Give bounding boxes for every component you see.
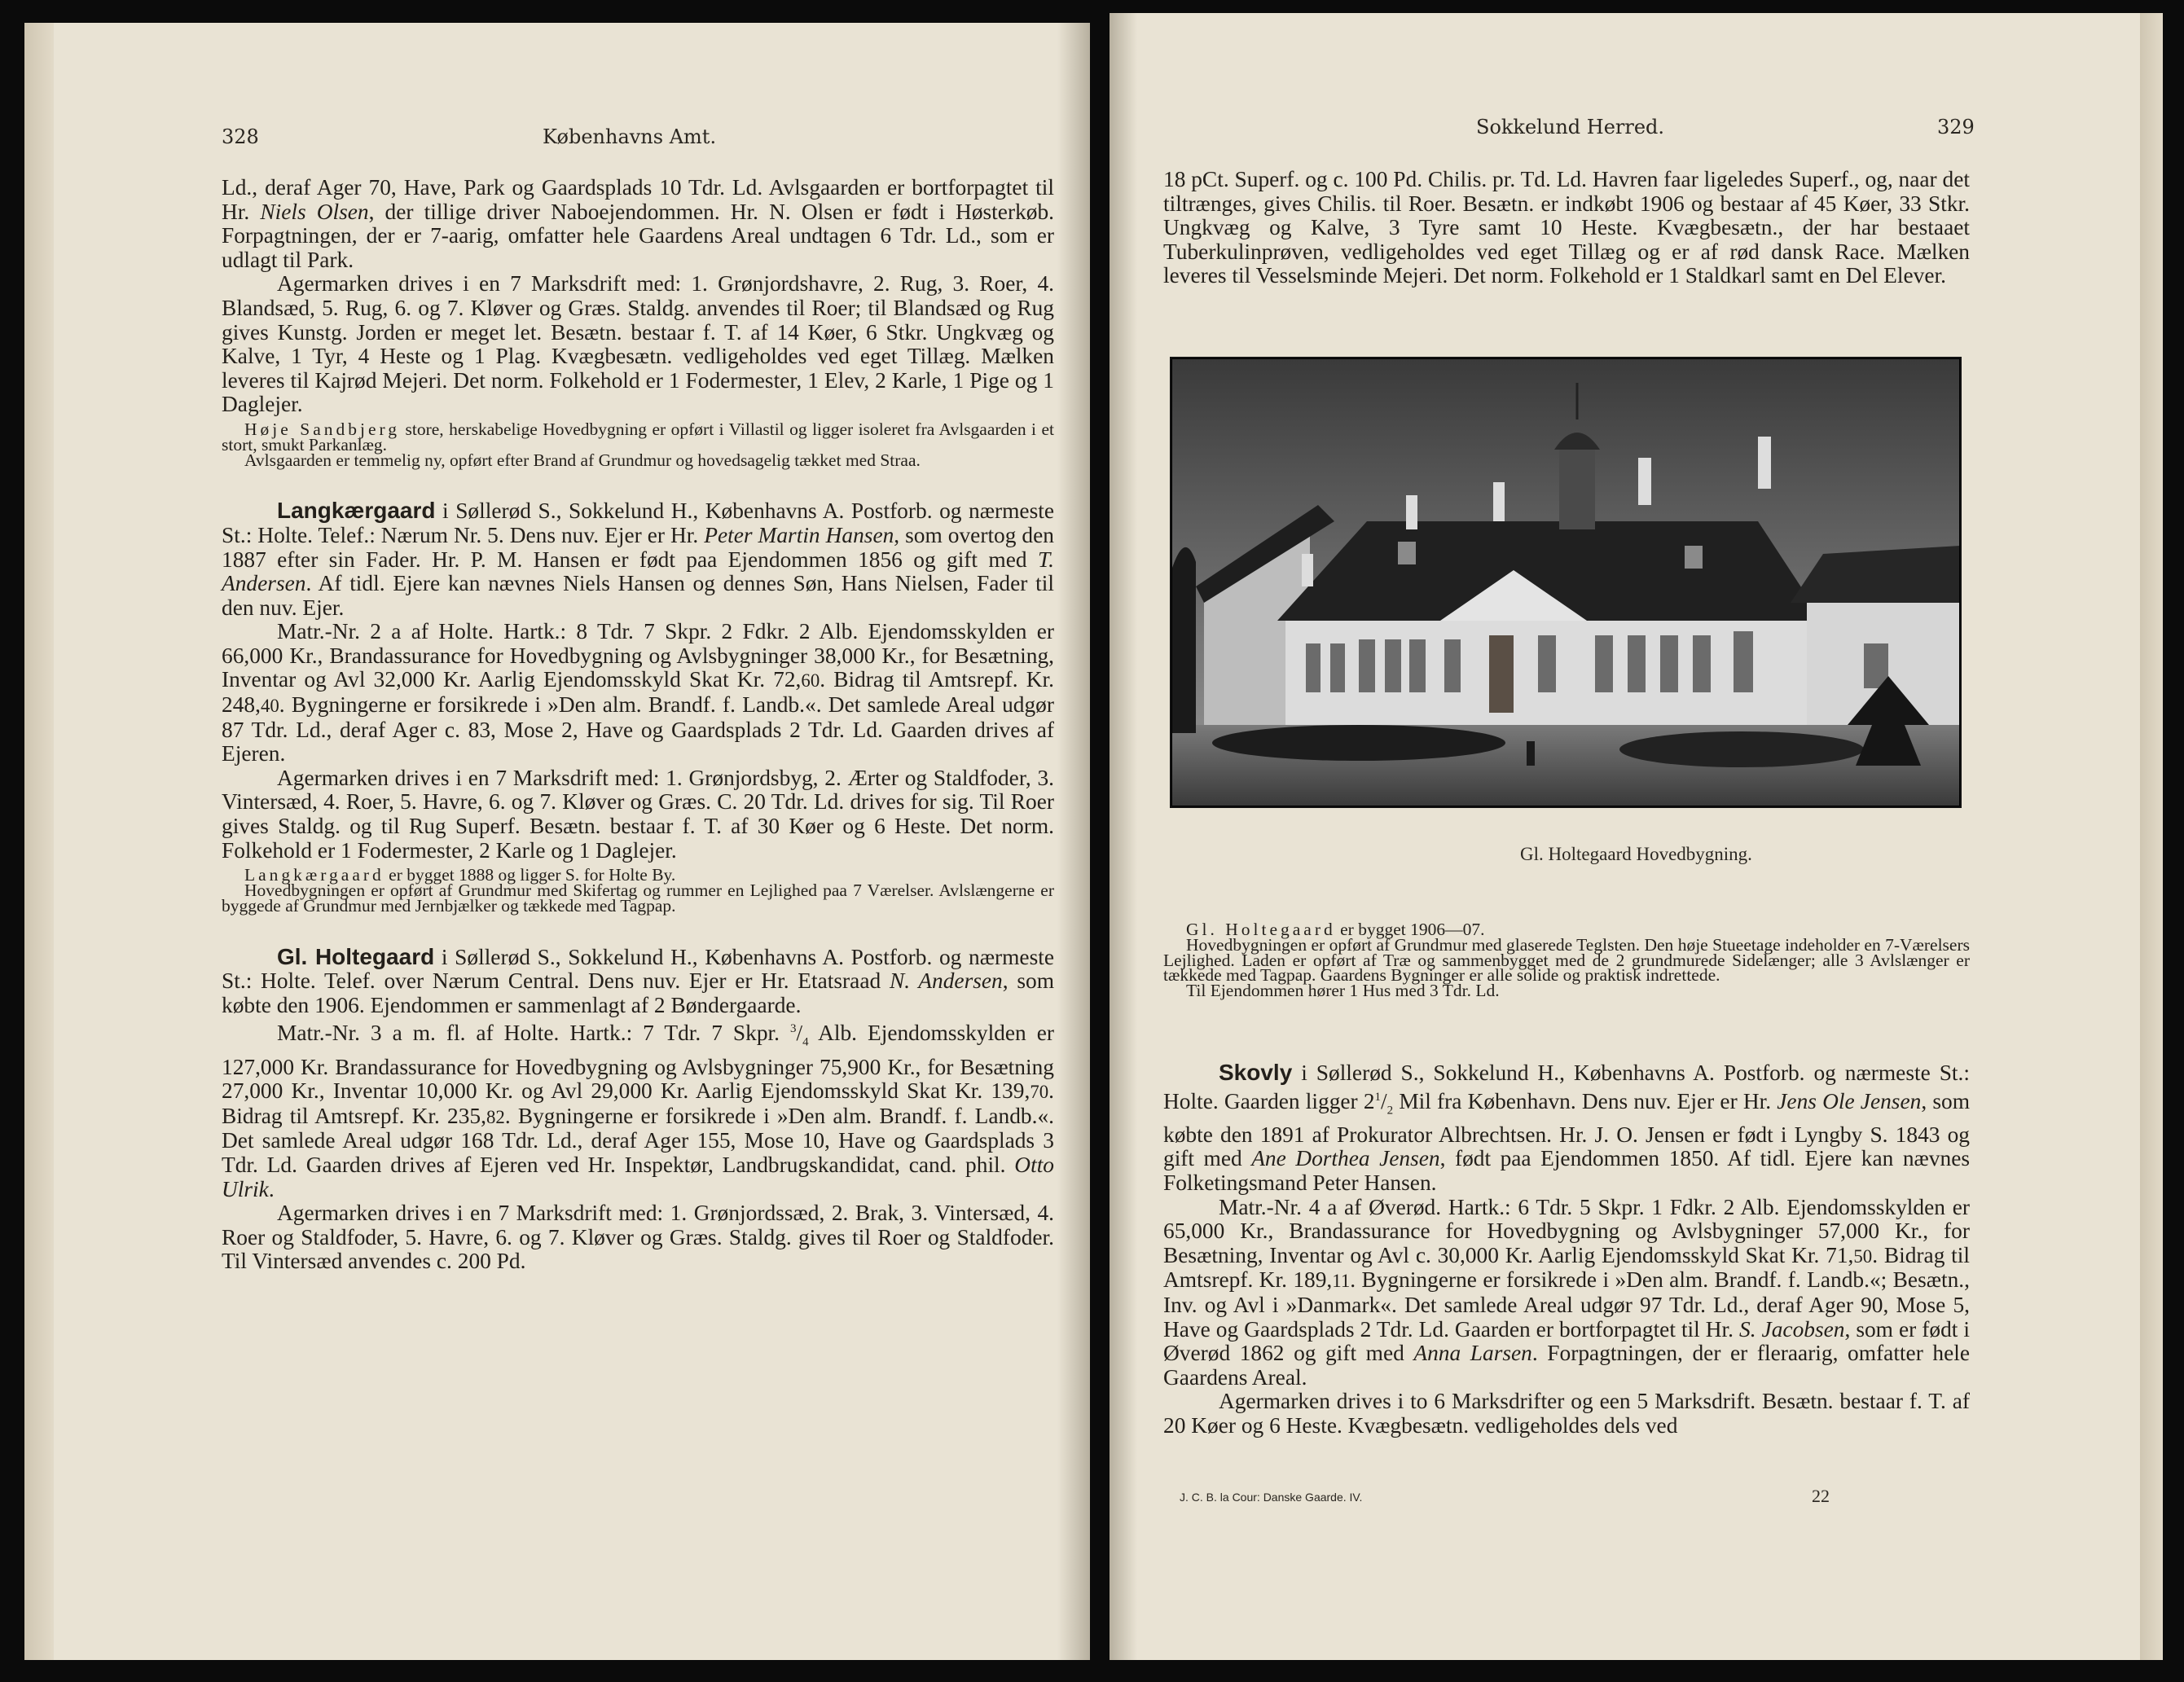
paragraph: Agermarken drives i en 7 Marksdrift med: 1. Grønjordshavre, 2. Rug, 3. Roer, 4. Blandsæd, 5. Rug, 6. og 7. Kløver og Græs. Staldg. anvendes til Roer; til Blandsæd og Rug gives Kunstg. Jorden er meget let. Besætn. bestaar f. T. af 14 Køer, 6 Stkr. Ungkvæg og Kalve, 1 Tyr, 4 Heste og 1 Plag. Kvægbesætn. vedligeholdes ved eget Tillæg. Mælken leveres til Kajrød Mejeri. Det norm. Folkehold er 1 Fodermester, 1 Elev, 2 Karle, 1 Pige og 1 Daglejer. — [222, 271, 1054, 417]
note: Gl. Holtegaard er bygget 1906—07. Hovedbygningen er opført af Grundmur med glaserede Teglsten. Den høje Stueetage indeholder en 7-Værelsers Lejlighed. Laden er opført af Træ og sammenbygget med de 2 grundmurede Sidelænger; alle 3 Avlslænger er tækkede med Tagpap. Gaardens Bygninger er alle solide og praktisk indrettede. Til Ejendommen hører 1 Hus med 3 Tdr. Ld. — [1163, 920, 1970, 1001]
building-photo-icon — [1171, 358, 1960, 806]
entry-skovly: Skovly i Søllerød S., Sokkelund H., Københavns A. Postforb. og nærmeste St.: Holte. Gaarden ligger $2^1/_2$ Mil fra København. Dens nuv. Ejer er Hr. Jens Ole Jensen, som købte den 1891 af Prokurator Albrechtsen. Hr. J. O. Jensen er født i Lyngby S. 1843 og gift med Ane Dorthea Jensen, født paa Ejendommen 1850. Af tidl. Ejere kan nævnes Folketingsmand Peter Hansen. — [1163, 1060, 1971, 1195]
page-edge — [2140, 13, 2163, 1660]
paragraph: Matr.-Nr. 2 a af Holte. Hartk.: 8 Tdr. 7 Skpr. 2 Fdkr. 2 Alb. Ejendomsskylden er 66,000 Kr., Brandassurance for Hovedbygning og Avlsbygninger 38,000 Kr., for Besætning, Inventar og Avl 32,000 Kr. Aarlig Ejendomsskyld Skat Kr. 72,60. Bidrag til Amtsrepf. Kr. 248,40. Bygningerne er forsikrede i »Den alm. Brandf. f. Landb.«. Det samlede Areal udgør 87 Tdr. Ld., deraf Ager c. 83, Mose 2, Have og Gaardsplads 2 Tdr. Ld. Gaarden drives af Ejeren. — [222, 619, 1054, 766]
signature-mark: 22 — [1812, 1486, 1830, 1506]
paragraph: Agermarken drives i en 7 Marksdrift med: 1. Grønjordssæd, 2. Brak, 3. Vintersæd, 4. Roer og Staldfoder, 5. Havre, 6. og 7. Kløver og Græs. Staldg. gives til Roer og Staldfoder. Til Vintersæd anvendes c. 200 Pd. — [222, 1201, 1054, 1274]
photo-caption: Gl. Holtegaard Hovedbygning. — [1520, 844, 1752, 864]
note: Langkærgaard er bygget 1888 og ligger S. for Holte By. Hovedbygningen er opført af Grundmur med Skifertag og rummer en Lejlighed paa 7 Værelser. Avlslængerne er byggede af Grundmur med Jernbjælker og tækkede med Tagpap. — [222, 865, 1054, 916]
entry-langkaergaard: Langkærgaard i Søllerød S., Sokkelund H., Københavns A. Postforb. og nærmeste St.: Holte. Telef.: Nærum Nr. 5. Dens nuv. Ejer er Hr. Peter Martin Hansen, som overtog den 1887 efter sin Fader. Hr. P. M. Hansen er født paa Ejendommen 1856 og gift med T. Andersen. Af tidl. Ejere kan nævnes Niels Hansen og dennes Søn, Hans Nielsen, Fader til den nuv. Ejer. — [222, 498, 1054, 620]
entry-gl-holtegaard: Gl. Holtegaard i Søllerød S., Sokkelund H., Københavns A. Postforb. og nærmeste St.: Holte. Telef. over Nærum Central. Dens nuv. Ejer er Hr. Etatsraad N. Andersen, som købte den 1906. Ejendommen er sammenlagt af 2 Bøndergaarde. — [222, 943, 1055, 1017]
left-text-column — [222, 176, 1054, 1274]
right-text-bottom — [1163, 1061, 1970, 1438]
paragraph: Ld., deraf Ager 70, Have, Park og Gaardsplads 10 Tdr. Ld. Avlsgaarden er bortforpagtet til Hr. Niels Olsen, der tillige driver Naboejendommen. Hr. N. Olsen er født i Høsterkøb. Forpagtningen, der er 7-aarig, omfatter hele Gaardens Areal undtagen 6 Tdr. Ld., som er udlagt til Park. — [222, 175, 1054, 272]
left-page — [24, 23, 1090, 1660]
paragraph: Matr.-Nr. 4 a af Øverød. Hartk.: 6 Tdr. 5 Skpr. 1 Fdkr. 2 Alb. Ejendomsskylden er 65,000 Kr., Brandassurance for Hovedbygning og Avlsbygninger 57,000 Kr., for Besætning, Inventar og Avl c. 30,000 Kr. Aarlig Ejendomsskyld Skat Kr. 71,50. Bidrag til Amtsrepf. Kr. 189,11. Bygningerne er forsikrede i »Den alm. Brandf. f. Landb.«; Besætn., Inv. og Avl i »Danmark«. Det samlede Areal udgør 97 Tdr. Ld., deraf Ager 90, Mose 5, Have og Gaardsplads 2 Tdr. Ld. Gaarden er bortforpagtet til Hr. S. Jacobsen, som er født i Øverød 1862 og gift med Anna Larsen. Forpagtningen, der er fleraarig, omfatter hele Gaardens Areal. — [1163, 1194, 1971, 1390]
right-page — [1110, 13, 2163, 1660]
page-edge — [24, 23, 54, 1660]
paragraph: Agermarken drives i en 7 Marksdrift med: 1. Grønjordsbyg, 2. Ærter og Staldfoder, 3. Vintersæd, 4. Roer, 5. Havre, 6. og 7. Kløver og Græs. C. 20 Tdr. Ld. drives for sig. Til Roer gives Staldg. og til Rug Superf. Besætn. bestaar f. T. af 30 Køer og 6 Heste. Det norm. Folkehold er 1 Fodermester, 2 Karle og 1 Daglejer. — [222, 765, 1054, 863]
paragraph: Matr.-Nr. 3 a m. fl. af Holte. Hartk.: 7 Tdr. 7 Skpr. $^3/_4$ Alb. Ejendomsskylden er 127,000 Kr. Brandassurance for Hovedbygning og Avlsbygninger 75,900 Kr., for Besætning 27,000 Kr., Inventar 10,000 Kr. og Avl 29,000 Kr. Aarlig Ejendomsskyld Skat Kr. 139,70. Bidrag til Amtsrepf. Kr. 235,82. Bygningerne er forsikrede i »Den alm. Brandf. f. Landb.«. Det samlede Areal udgør 168 Tdr. Ld., deraf Ager 155, Mose 10, Have og Gaardsplads 3 Tdr. Ld. Gaarden drives af Ejeren ved Hr. Inspektør, Landbrugskandidat, cand. phil. Otto Ulrik. — [222, 1021, 1054, 1201]
page-number: 329 — [1937, 116, 1975, 138]
gutter-shadow — [1110, 13, 1137, 1660]
running-head: Sokkelund Herred. — [1476, 116, 1665, 138]
page-number: 328 — [222, 125, 259, 148]
note: Høje Sandbjerg store, herskabelige Hovedbygning er opført i Villastil og ligger isoleret fra Avlsgaarden i et stort, smukt Parkanlæg. Avlsgaarden er temmelig ny, opført efter Brand af Grundmur og hovedsagelig tækket med Straa. — [222, 419, 1054, 470]
paragraph: Agermarken drives i to 6 Marksdrifter og een 5 Marksdrift. Besætn. bestaar f. T. af 20 Køer og 6 Heste. Kvægbesætn. vedligeholdes dels ved — [1163, 1389, 1970, 1438]
paragraph: 18 pCt. Superf. og c. 100 Pd. Chilis. pr. Td. Ld. Havren faar ligeledes Superf., og, naar det tiltrænges, gives Chilis. til Roer. Besætn. er indkøbt 1906 og bestaar af 45 Køer, 33 Stkr. Ungkvæg og Kalve, 3 Tyre samt 10 Heste. Kvægbesætn., der har bestaaet Tuberkulinprøven, vedligeholdes ved eget Tillæg og er af rød dansk Race. Mælken leveres til Vesselsminde Mejeri. Det norm. Folkehold er 1 Staldkarl samt en Del Elever. — [1163, 167, 1970, 288]
gutter-shadow — [1057, 23, 1090, 1660]
right-text-top — [1163, 168, 1970, 288]
photo-gl-holtegaard — [1170, 357, 1962, 808]
running-head: Københavns Amt. — [543, 125, 717, 148]
footer-source: J. C. B. la Cour: Danske Gaarde. IV. — [1180, 1491, 1363, 1504]
